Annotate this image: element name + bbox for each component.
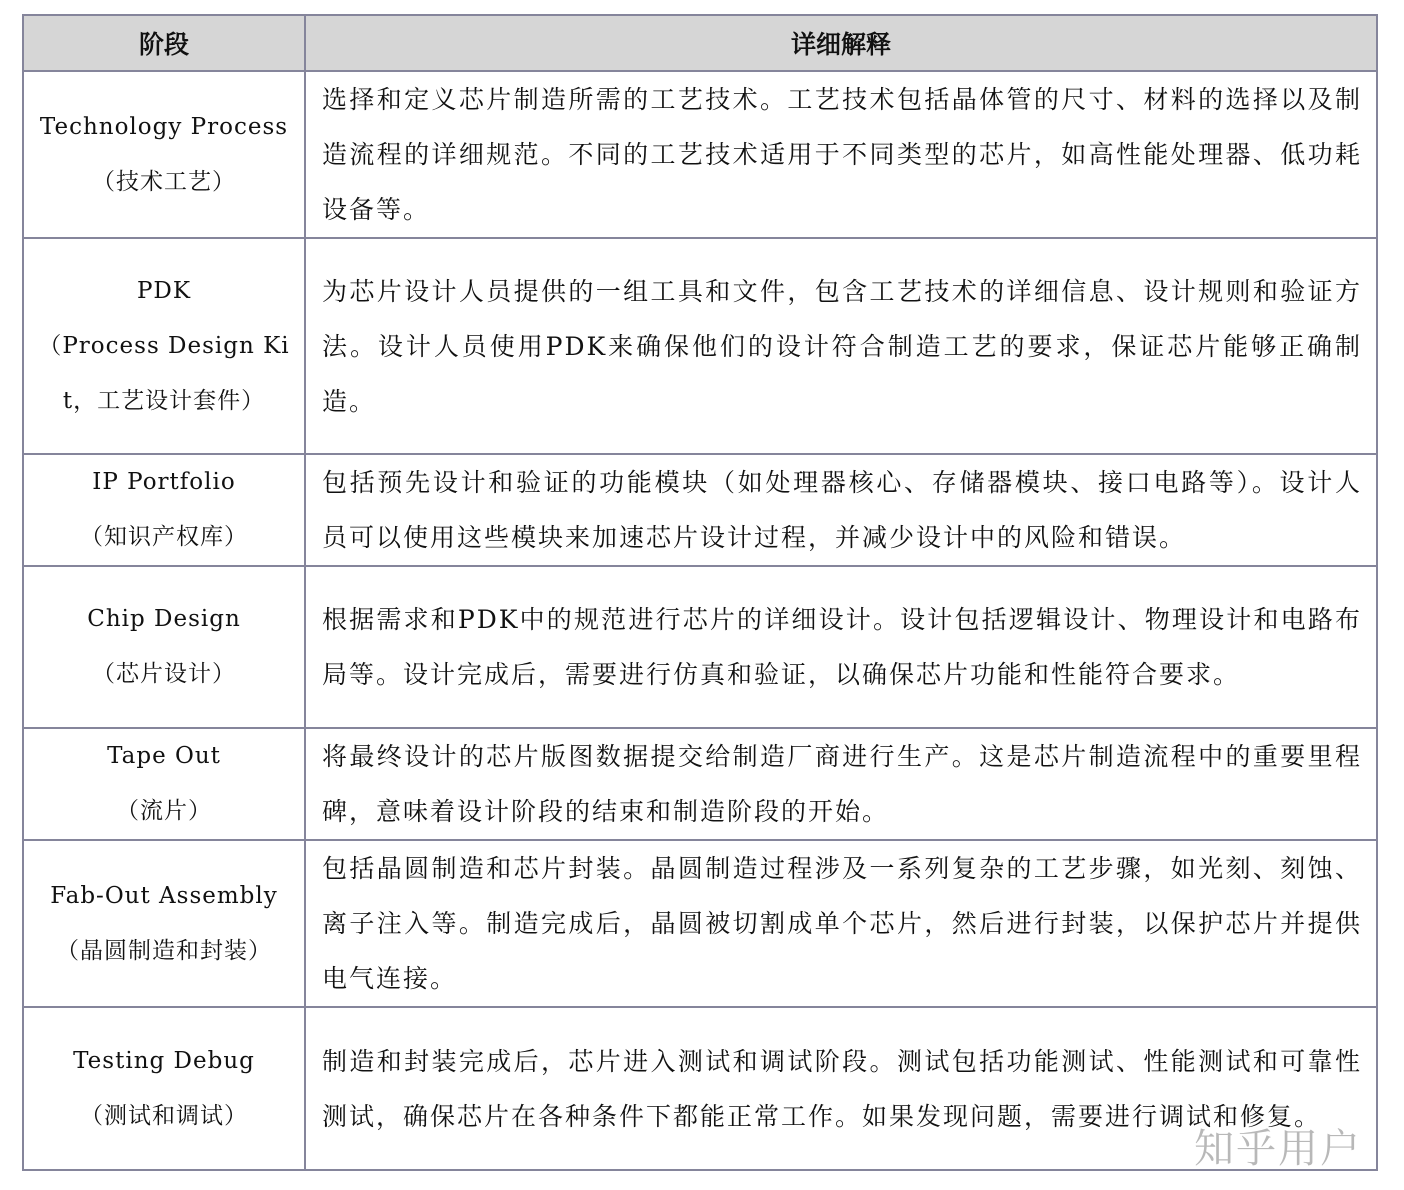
table-row xyxy=(23,454,1377,566)
stage-name-en: Testing Debug xyxy=(73,1047,255,1074)
table-row xyxy=(23,728,1377,840)
header-detail: 详细解释 xyxy=(305,15,1377,71)
stage-name-zh: （Process Design Kit，工艺设计套件） xyxy=(38,332,290,414)
stage-name-en: PDK xyxy=(136,277,192,304)
header-stage: 阶段 xyxy=(23,15,305,71)
stage-name-zh: （芯片设计） xyxy=(92,661,236,687)
table-row xyxy=(23,238,1377,454)
table-header-row xyxy=(23,15,1377,71)
stage-name-zh: （流片） xyxy=(116,798,212,824)
table-row xyxy=(23,71,1377,238)
stage-table xyxy=(22,14,1378,1171)
stage-name-en: IP Portfolio xyxy=(92,469,236,495)
detail-cell: 包括晶圆制造和芯片封装。晶圆制造过程涉及一系列复杂的工艺步骤，如光刻、刻蚀、离子注入等。制造完成后，晶圆被切割成单个芯片，然后进行封装，以保护芯片并提供电气连接。 xyxy=(305,840,1377,1007)
detail-cell: 为芯片设计人员提供的一组工具和文件，包含工艺技术的详细信息、设计规则和验证方法。设计人员使用PDK来确保他们的设计符合制造工艺的要求，保证芯片能够正确制造。 xyxy=(305,238,1377,454)
stage-name-en: Fab-Out Assembly xyxy=(50,882,278,909)
stage-name-en: Chip Design xyxy=(87,606,241,632)
stage-cell xyxy=(23,71,305,238)
detail-cell: 制造和封装完成后，芯片进入测试和调试阶段。测试包括功能测试、性能测试和可靠性测试，确保芯片在各种条件下都能正常工作。如果发现问题，需要进行调试和修复。 xyxy=(305,1007,1377,1170)
watermark: 知乎用户 xyxy=(1194,1126,1362,1172)
stage-name-en: Tape Out xyxy=(107,743,221,769)
stage-cell xyxy=(23,238,305,454)
detail-cell: 包括预先设计和验证的功能模块（如处理器核心、存储器模块、接口电路等）。设计人员可以使用这些模块来加速芯片设计过程，并减少设计中的风险和错误。 xyxy=(305,454,1377,566)
stage-name-zh: （技术工艺） xyxy=(92,168,236,195)
table-row xyxy=(23,840,1377,1007)
stage-name-zh: （知识产权库） xyxy=(80,524,248,550)
table-row xyxy=(23,1007,1377,1170)
stage-name-en: Technology Process xyxy=(39,113,289,140)
detail-cell: 根据需求和PDK中的规范进行芯片的详细设计。设计包括逻辑设计、物理设计和电路布局等。设计完成后，需要进行仿真和验证，以确保芯片功能和性能符合要求。 xyxy=(305,566,1377,728)
detail-cell: 选择和定义芯片制造所需的工艺技术。工艺技术包括晶体管的尺寸、材料的选择以及制造流程的详细规范。不同的工艺技术适用于不同类型的芯片，如高性能处理器、低功耗设备等。 xyxy=(305,71,1377,238)
stage-cell xyxy=(23,454,305,566)
stage-cell xyxy=(23,840,305,1007)
stage-cell xyxy=(23,566,305,728)
detail-cell: 将最终设计的芯片版图数据提交给制造厂商进行生产。这是芯片制造流程中的重要里程碑，意味着设计阶段的结束和制造阶段的开始。 xyxy=(305,728,1377,840)
stage-cell xyxy=(23,728,305,840)
table-row xyxy=(23,566,1377,728)
stage-cell xyxy=(23,1007,305,1170)
stage-name-zh: （晶圆制造和封装） xyxy=(56,937,272,964)
stage-name-zh: （测试和调试） xyxy=(80,1102,248,1129)
